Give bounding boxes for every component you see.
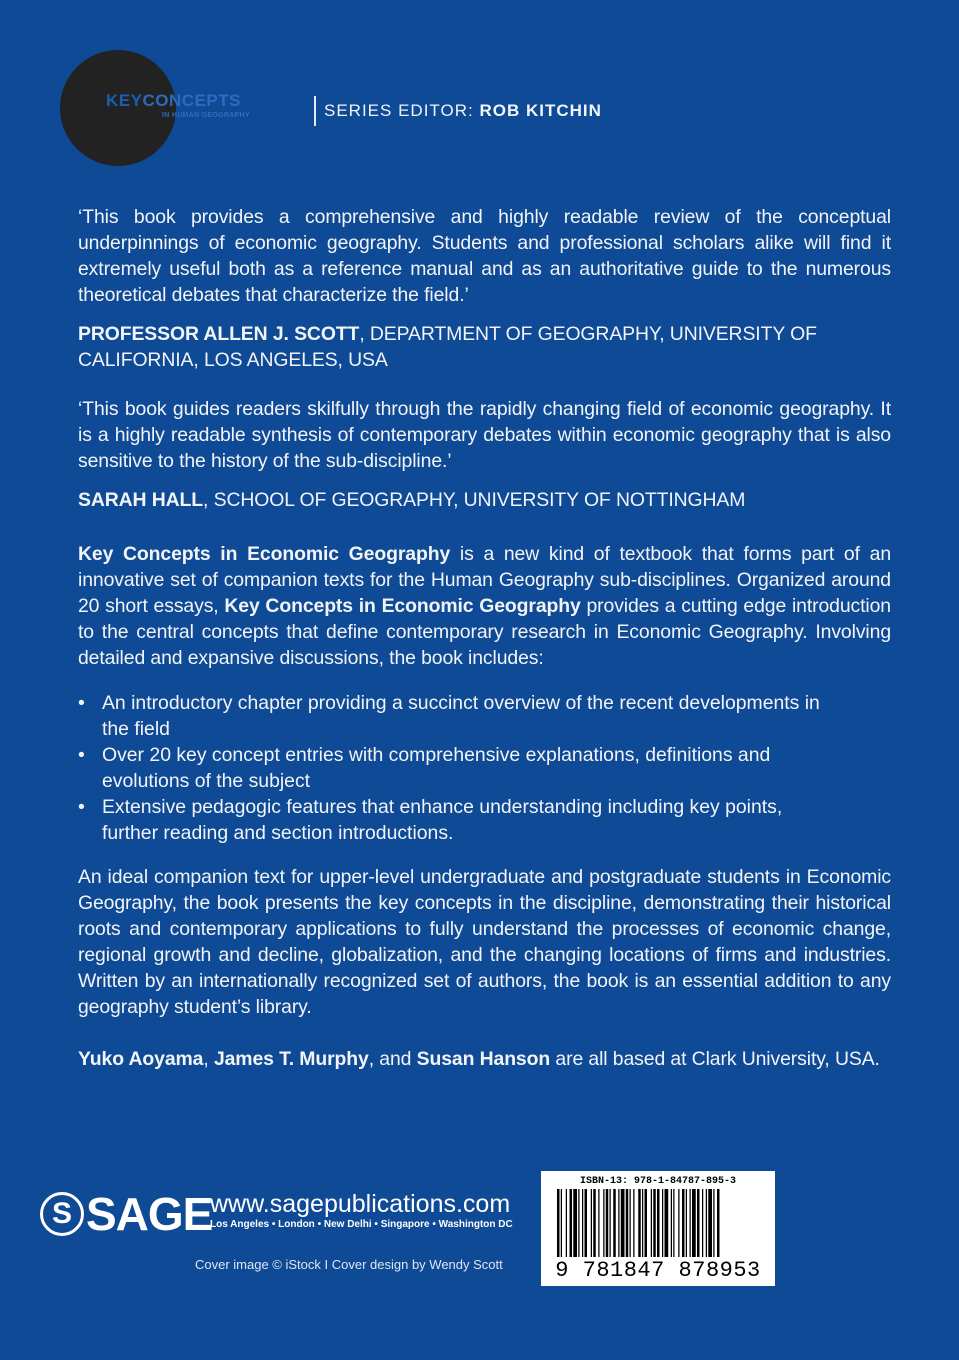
quote-2-affiliation: , SCHOOL OF GEOGRAPHY, UNIVERSITY OF NOTTINGHAM [203,489,746,511]
isbn-label: ISBN-13: 978-1-84787-895-3 [579,1176,737,1187]
barcode-bar [697,1189,700,1257]
book-title-2: Key Concepts in Economic Geography [224,595,581,617]
quote-2-name: SARAH HALL [78,489,204,511]
barcode-bar [671,1189,672,1257]
barcode-bar [593,1189,596,1257]
barcode-bar [630,1189,631,1257]
list-item [78,742,838,794]
author-2: James T. Murphy [213,1048,369,1070]
quote-1-affiliation: , DEPARTMENT OF GEOGRAPHY, UNIVERSITY OF CALIFORNIA, LOS ANGELES, USA [78,323,817,371]
list-item [78,690,838,742]
barcode-bar [662,1189,663,1257]
authors-line [78,1046,891,1072]
authors-tail: are all based at Clark University, USA. [550,1048,880,1070]
barcode-bars-icon [557,1189,763,1257]
series-editor-name: ROB KITCHIN [479,101,602,120]
barcode-bar [706,1189,707,1257]
authors-sep-2: , and [368,1048,417,1070]
authors-sep-1: , [203,1048,214,1070]
barcode-bar [610,1189,611,1257]
barcode-bar [645,1189,648,1257]
quote-1-text: ‘This book provides a comprehensive and highly readable review of the conceptual underpinnings of economic geography. Students and professional scholars alike will find it extremely useful both as a reference manual and as an authoritative guide to the numerous theoretical debates that characterize the field.’ [78,206,891,306]
barcode-bar [686,1189,687,1257]
barcode-bar [573,1189,577,1257]
author-3: Susan Hanson [416,1048,551,1070]
barcode-bar [618,1189,619,1257]
barcode-bar [598,1189,599,1257]
barcode-bar [626,1189,629,1257]
barcode-bar [708,1189,712,1257]
author-1: Yuko Aoyama [78,1048,204,1070]
barcode-bar [638,1189,641,1257]
description-paragraph [78,541,891,671]
publisher-url[interactable]: www.sagepublications.com [210,1190,511,1218]
barcode-bar [578,1189,579,1257]
barcode-bar [673,1189,674,1257]
quote-2 [78,396,891,513]
barcode-bar [621,1189,625,1257]
barcode-bar [633,1189,634,1257]
barcode-bar [692,1189,696,1257]
barcode-bar [713,1189,714,1257]
series-editor-label: SERIES EDITOR: [324,101,474,120]
barcode-bar [702,1189,703,1257]
quote-1 [78,204,891,373]
barcode-bar [678,1189,679,1257]
features-list [78,690,838,846]
header-divider [314,96,316,126]
sage-logo-icon: S [40,1192,84,1236]
bullet-2-text: Over 20 key concept entries with comprehensive explanations, definitions and evolutions of the subject [102,744,771,792]
barcode-bar [690,1189,691,1257]
cover-credit: Cover image © iStock I Cover design by Wendy Scott [195,1257,503,1272]
sage-wordmark: SAGE [86,1188,213,1240]
barcode-bar [657,1189,660,1257]
barcode-bar [557,1189,560,1257]
bullet-3-text: Extensive pedagogic features that enhance understanding including key points, further reading and section introductions. [102,796,783,844]
book-title-1: Key Concepts in Economic Geography [78,543,451,565]
barcode-bar [717,1189,720,1257]
quote-1-attribution [78,321,891,373]
description-part-1: is a new kind of textbook that forms part of an innovative set of companion texts for the Human Geography sub-disciplines. Organized around 20 short essays, [78,543,892,617]
bullet-1-text: An introductory chapter providing a succinct overview of the recent developments in the field [102,692,820,740]
barcode-bar [653,1189,656,1257]
barcode-bar [591,1189,592,1257]
barcode-bar [613,1189,616,1257]
list-item [78,794,838,846]
logo-concepts-text: CONCEPTS [142,91,241,110]
barcode-bar [651,1189,652,1257]
publisher-cities: Los Angeles • London • New Delhi • Singapore • Washington DC [210,1219,513,1230]
series-logo [106,91,241,111]
barcode-bar [585,1189,588,1257]
ideal-companion-paragraph: An ideal companion text for upper-level undergraduate and postgraduate students in Economic Geography, the book presents the key concepts in the discipline, demonstrating their historical roots and contemporary applications to fully understand the processes of economic change, regional growth and decline, globalization, and the changing locations of firms and industries. Written by an internationally recognized set of authors, the book is an essential addition to any geography student’s library. [78,866,891,1018]
barcode-bar [566,1189,567,1257]
series-editor [324,101,602,121]
logo-subtitle: IN HUMAN GEOGRAPHY [162,112,250,119]
barcode-bar [603,1189,604,1257]
barcode-bar [665,1189,669,1257]
quote-2-text: ‘This book guides readers skilfully through the rapidly changing field of economic geography. It is a highly readable synthesis of contemporary debates within economic geography that is also sensitive to the history of the sub-discipline.’ [78,398,891,472]
barcode-bar [642,1189,643,1257]
barcode-bar [570,1189,573,1257]
description-part-2: provides a cutting edge introduction to the central concepts that define contemporary research in Economic Geography. Involving detailed and expansive discussions, the book includes: [78,595,891,669]
quote-2-attribution [78,487,891,513]
logo-key-text: KEY [106,91,143,110]
barcode-digits: 9 781847 878953 [555,1258,761,1283]
barcode-bar [582,1189,583,1257]
barcode-bar [561,1189,562,1257]
quote-1-name: PROFESSOR ALLEN J. SCOTT [78,323,360,345]
barcode-bar [682,1189,685,1257]
isbn-barcode [541,1171,775,1286]
barcode-bar [606,1189,609,1257]
